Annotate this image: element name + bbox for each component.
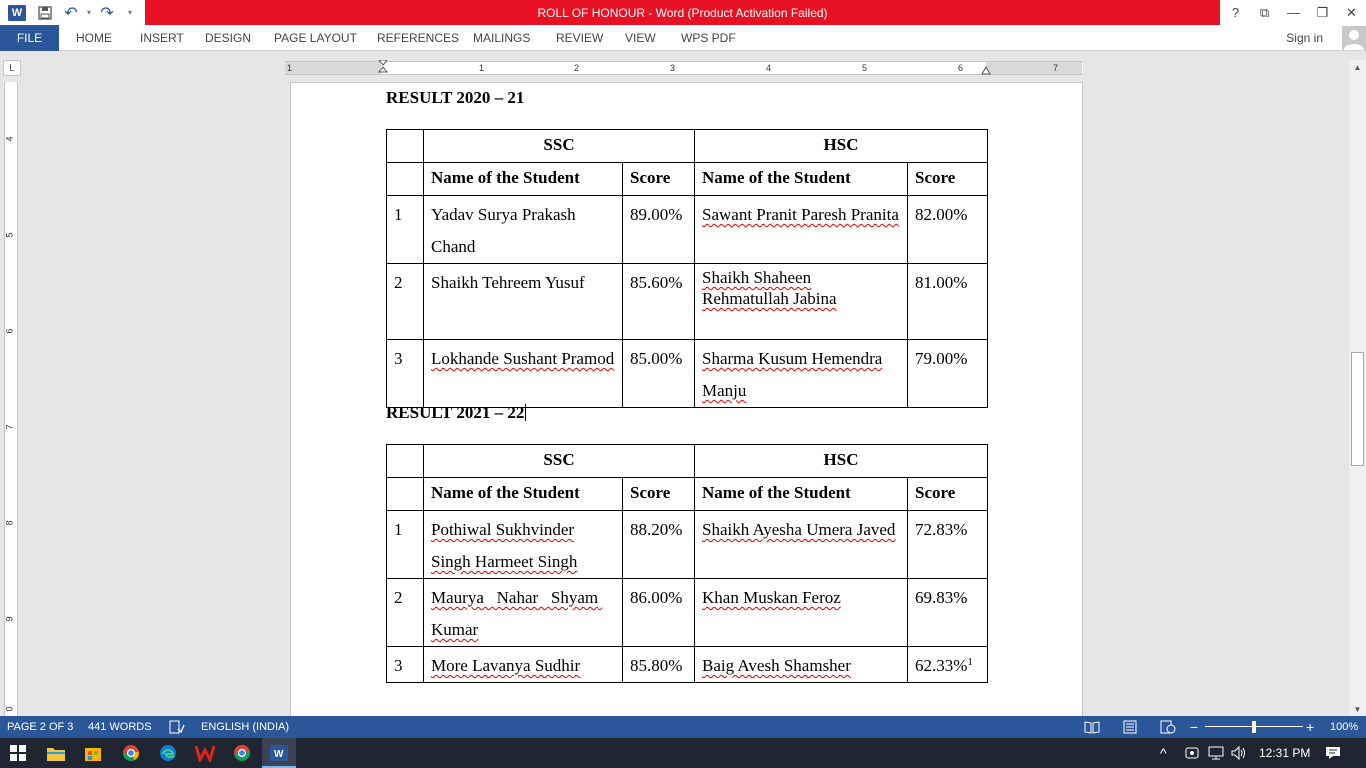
ruler-number: 4	[4, 136, 15, 142]
help-icon[interactable]: ?	[1231, 5, 1240, 20]
row-number[interactable]: 2	[387, 264, 424, 340]
hsc-student-name[interactable]: Sawant Pranit Paresh Pranita	[695, 196, 908, 264]
word-taskbar-icon[interactable]	[267, 741, 291, 765]
tab-page-layout[interactable]: PAGE LAYOUT	[274, 31, 357, 45]
row-number[interactable]: 3	[387, 647, 424, 683]
text-cursor	[525, 404, 526, 421]
ruler-number: 9	[4, 616, 15, 622]
document-workspace	[0, 52, 1366, 716]
table-cell[interactable]	[387, 130, 424, 163]
table-cell[interactable]	[387, 478, 424, 511]
ssc-student-name[interactable]: Pothiwal Sukhvinder Singh Harmeet Singh	[424, 511, 623, 579]
web-layout-icon[interactable]	[1160, 716, 1176, 738]
ruler-number: 1	[287, 63, 293, 73]
ssc-student-name[interactable]: Shaikh Tehreem Yusuf	[424, 264, 623, 340]
column-header-ssc-name[interactable]: Name of the Student	[424, 478, 623, 511]
windows-taskbar	[0, 738, 1366, 768]
tab-file[interactable]: FILE	[0, 25, 59, 51]
ribbon-tabs	[0, 25, 1366, 51]
quick-access-toolbar	[0, 0, 140, 25]
tray-chevron-icon[interactable]: ^	[1160, 745, 1167, 761]
hsc-student-name[interactable]: Shaikh Shaheen Rehmatullah Jabina	[695, 264, 908, 340]
result-table-2020-21[interactable]	[386, 129, 988, 408]
wps-office-icon[interactable]	[193, 741, 217, 765]
column-header-hsc-name[interactable]: Name of the Student	[695, 163, 908, 196]
scrollbar-thumb[interactable]	[1351, 352, 1364, 466]
title-bar	[0, 0, 1366, 25]
windows-start-icon[interactable]	[6, 741, 30, 765]
store-icon[interactable]	[81, 741, 105, 765]
ssc-header[interactable]: SSC	[424, 130, 695, 163]
page-count[interactable]: PAGE 2 OF 3	[7, 721, 74, 733]
right-indent-marker-icon[interactable]	[981, 66, 991, 76]
vertical-scrollbar[interactable]	[1349, 60, 1366, 716]
tab-mailings[interactable]: MAILINGS	[473, 31, 531, 45]
ruler-number: 8	[4, 520, 15, 526]
ruler-number: 5	[4, 232, 15, 238]
ruler-number: 4	[766, 63, 772, 73]
indent-marker-icon[interactable]	[378, 60, 388, 76]
column-header-hsc-score[interactable]: Score	[908, 163, 988, 196]
file-explorer-icon[interactable]	[44, 741, 68, 765]
window-controls	[1221, 0, 1366, 25]
minimize-button[interactable]: —	[1287, 5, 1300, 20]
ssc-score[interactable]: 85.80%	[623, 647, 695, 683]
table-cell[interactable]	[387, 445, 424, 478]
proofing-icon[interactable]	[169, 716, 185, 738]
hsc-score[interactable]: 62.33%	[915, 656, 968, 675]
ruler-number: 1	[479, 63, 485, 73]
network-icon[interactable]	[1208, 738, 1224, 768]
ssc-header[interactable]: SSC	[424, 445, 695, 478]
document-page[interactable]	[290, 82, 1083, 722]
tab-view[interactable]: VIEW	[625, 31, 656, 45]
column-header-hsc-score[interactable]: Score	[908, 478, 988, 511]
tab-references[interactable]: REFERENCES	[377, 31, 460, 45]
hsc-score[interactable]: 72.83%	[908, 511, 988, 579]
ssc-score[interactable]: 85.00%	[623, 340, 695, 408]
zoom-slider-thumb[interactable]	[1252, 721, 1256, 733]
ssc-score[interactable]: 88.20%	[623, 511, 695, 579]
ssc-score[interactable]: 85.60%	[623, 264, 695, 340]
word-logo-icon[interactable]: W	[8, 5, 26, 21]
column-header-ssc-name[interactable]: Name of the Student	[424, 163, 623, 196]
result-table-2021-22[interactable]	[386, 444, 988, 683]
tab-insert[interactable]: INSERT	[140, 31, 184, 45]
customize-toolbar-icon[interactable]: ▾	[127, 8, 132, 17]
ruler-right-margin	[986, 62, 1082, 74]
hsc-student-name[interactable]: Baig Avesh Shamsher	[695, 647, 908, 683]
volume-icon[interactable]	[1231, 738, 1247, 768]
result-heading-2020-21[interactable]: RESULT 2020 – 21	[386, 88, 525, 107]
tab-selector-button[interactable]: L	[3, 60, 21, 76]
ruler-number: 6	[958, 63, 964, 73]
table-row[interactable]	[387, 340, 988, 408]
read-mode-icon[interactable]	[1084, 716, 1100, 738]
hsc-score-cell[interactable]	[908, 647, 988, 683]
save-icon[interactable]	[32, 0, 58, 25]
undo-icon[interactable]: ↶	[64, 4, 78, 22]
hsc-score[interactable]: 82.00%	[908, 196, 988, 264]
ribbon-display-options-icon[interactable]: ⧉	[1259, 4, 1270, 20]
clock[interactable]: 12:31 PM	[1259, 746, 1311, 760]
chrome-icon[interactable]	[119, 741, 143, 765]
zoom-level[interactable]: 100%	[1330, 721, 1359, 733]
word-count[interactable]: 441 WORDS	[88, 721, 152, 733]
table-row[interactable]	[387, 196, 988, 264]
ruler-number: 0	[4, 706, 15, 712]
edge-icon[interactable]	[156, 741, 180, 765]
table-cell[interactable]	[387, 163, 424, 196]
chrome-profile-icon[interactable]	[230, 741, 254, 765]
avatar-icon[interactable]	[1342, 26, 1366, 50]
vertical-ruler[interactable]	[4, 82, 18, 716]
ruler-number: 2	[574, 63, 580, 73]
hsc-student-name[interactable]: Khan Muskan Feroz	[695, 579, 908, 647]
hsc-student-name[interactable]: Shaikh Ayesha Umera Javed	[695, 511, 908, 579]
row-number[interactable]: 3	[387, 340, 424, 408]
footnote-reference[interactable]: 1	[967, 656, 973, 668]
hsc-score[interactable]: 81.00%	[908, 264, 988, 340]
column-header-hsc-name[interactable]: Name of the Student	[695, 478, 908, 511]
table-row[interactable]	[387, 511, 988, 579]
heading-text[interactable]: RESULT 2021 – 22	[386, 403, 525, 422]
table-row[interactable]	[387, 647, 988, 683]
hsc-score[interactable]: 79.00%	[908, 340, 988, 408]
ruler-number: 7	[4, 424, 15, 430]
column-header-ssc-score[interactable]: Score	[623, 478, 695, 511]
ssc-student-name[interactable]: More Lavanya Sudhir	[424, 647, 623, 683]
zoom-out-button[interactable]: −	[1190, 719, 1199, 735]
undo-dropdown-icon[interactable]: ▾	[86, 8, 91, 17]
hsc-student-name[interactable]: Sharma Kusum Hemendra Manju	[695, 340, 908, 408]
ruler-number: 7	[1053, 63, 1059, 73]
print-layout-icon[interactable]	[1122, 716, 1138, 738]
ruler-left-margin	[285, 62, 381, 74]
row-number[interactable]: 1	[387, 511, 424, 579]
ssc-score[interactable]: 86.00%	[623, 579, 695, 647]
ruler-number: 6	[4, 328, 15, 334]
horizontal-ruler[interactable]	[285, 61, 1083, 75]
row-number[interactable]: 1	[387, 196, 424, 264]
close-button[interactable]: ✕	[1346, 4, 1357, 20]
ssc-student-name[interactable]: Maurya Nahar Shyam Kumar	[424, 579, 623, 647]
redo-icon[interactable]: ↷	[100, 4, 114, 22]
result-heading-2021-22[interactable]	[386, 403, 526, 423]
language-indicator[interactable]: ENGLISH (INDIA)	[201, 721, 290, 733]
scroll-up-icon[interactable]: ▲	[1353, 62, 1362, 72]
tab-review[interactable]: REVIEW	[556, 31, 604, 45]
ssc-score[interactable]: 89.00%	[623, 196, 695, 264]
hsc-score[interactable]: 69.83%	[908, 579, 988, 647]
ruler-number: 5	[862, 63, 868, 73]
table-row[interactable]	[387, 579, 988, 647]
column-header-ssc-score[interactable]: Score	[623, 163, 695, 196]
scroll-down-icon[interactable]: ▼	[1353, 704, 1362, 714]
tab-design[interactable]: DESIGN	[205, 31, 252, 45]
zoom-in-button[interactable]: +	[1306, 719, 1315, 735]
tab-wps-pdf[interactable]: WPS PDF	[681, 31, 736, 45]
ruler-number: 3	[670, 63, 676, 73]
ssc-student-name[interactable]: Yadav Surya Prakash Chand	[424, 196, 623, 264]
row-number[interactable]: 2	[387, 579, 424, 647]
status-bar	[0, 716, 1366, 738]
restore-button[interactable]: ❐	[1316, 4, 1329, 20]
table-row[interactable]	[387, 264, 988, 340]
sign-in-link[interactable]: Sign in	[1286, 31, 1323, 45]
svg-text:W: W	[274, 749, 284, 760]
window-title: ROLL OF HONOUR - Word (Product Activation Failed)	[145, 0, 1220, 25]
meet-now-icon[interactable]	[1185, 738, 1199, 768]
ssc-student-name[interactable]: Lokhande Sushant Pramod	[424, 340, 623, 408]
hsc-header[interactable]: HSC	[695, 445, 988, 478]
tab-home[interactable]: HOME	[76, 31, 112, 45]
hsc-header[interactable]: HSC	[695, 130, 988, 163]
notification-icon[interactable]	[1325, 738, 1341, 768]
